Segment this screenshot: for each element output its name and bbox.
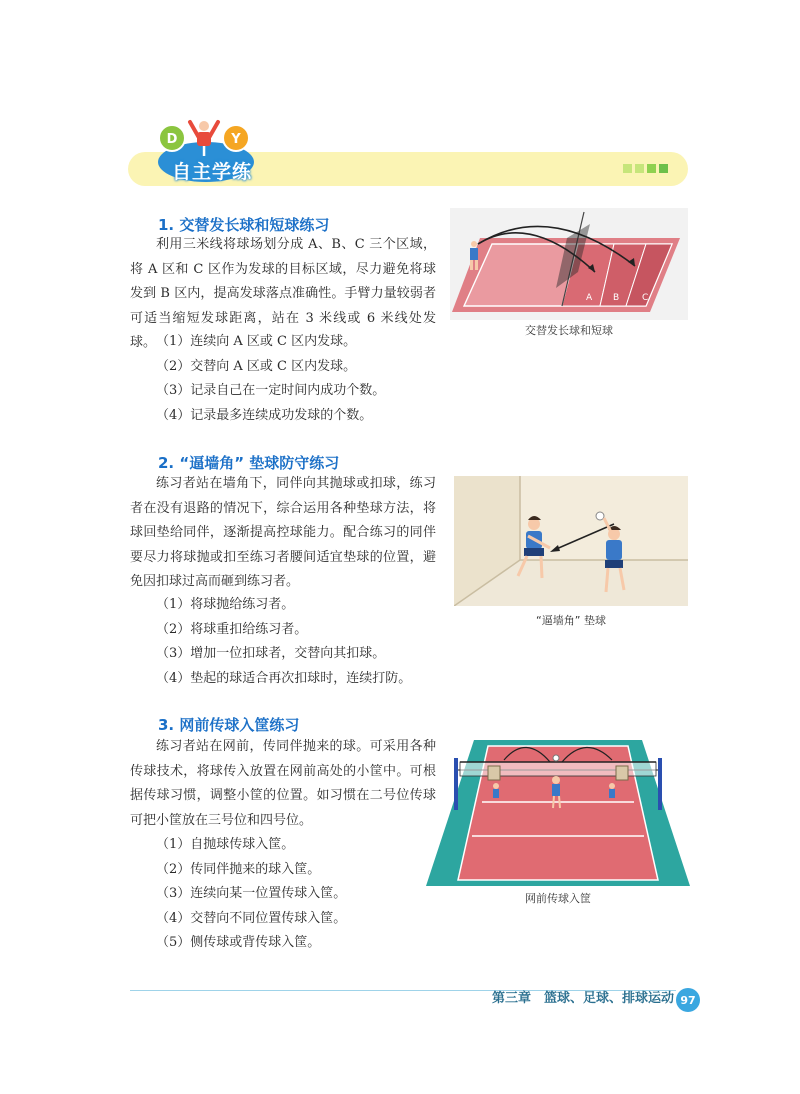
section-1-paragraph: 利用三米线将球场划分成 A、B、C 三个区域，将 A 区和 C 区作为发球的目标区域，尽力避免将球发到 B 区内，提高发球落点准确性。手臂力量较弱者可适当缩短发球距离，站在 3 米线或 6 米线处发球。 xyxy=(130,237,436,350)
section-3-title: 3. 网前传球入筐练习 xyxy=(158,716,300,734)
figure-3-caption: 网前传球入筐 xyxy=(525,892,591,905)
list-item: （1）将球抛给练习者。 xyxy=(156,597,295,612)
zone-label-a: A xyxy=(586,293,593,303)
banner-decoration xyxy=(623,164,668,173)
section-3-list xyxy=(156,833,346,956)
list-item: （4）记录最多连续成功发球的个数。 xyxy=(156,407,373,423)
list-item: （2）将球重扣给练习者。 xyxy=(156,621,308,637)
list-item: （1）自抛球传球入筐。 xyxy=(156,837,295,852)
badge-letter-d: D xyxy=(166,132,178,147)
page-heading: 自主学练 xyxy=(172,161,253,183)
list-item: （1）连续向 A 区或 C 区内发球。 xyxy=(156,334,357,349)
badge-letter-i: I xyxy=(201,145,207,160)
net-basket-figure xyxy=(426,740,690,886)
section-2-list xyxy=(156,593,411,691)
badge-letter-y: Y xyxy=(231,132,241,147)
page-number: 97 xyxy=(676,988,700,1012)
section-1-list xyxy=(156,330,385,428)
serve-court-figure xyxy=(450,208,688,320)
list-item: （4）交替向不同位置传球入筐。 xyxy=(156,910,347,926)
list-item: （4）垫起的球适合再次扣球时，连续打防。 xyxy=(156,670,412,686)
section-3-paragraph: 练习者站在网前，传同伴抛来的球。可采用各种传球技术，将球传入放置在网前高处的小筐中。可根据传球习惯，调整小筐的位置。如习惯在二号位传球可把小筐放在三号位和四号位。 xyxy=(130,739,436,828)
wall-corner-figure xyxy=(454,476,688,606)
section-2-paragraph: 练习者站在墙角下，同伴向其抛球或扣球，练习者在没有退路的情况下，综合运用各种垫球方法，将球回垫给同伴，逐渐提高控球能力。配合练习的同伴要尽力将球抛或扣至练习者腰间适宜垫球的位置，避免因扣球过高而砸到练习者。 xyxy=(130,476,436,589)
chapter-footer: 第三章 篮球、足球、排球运动 xyxy=(491,991,674,1006)
figure-2-caption: “逼墙角” 垫球 xyxy=(536,614,606,627)
zone-label-b: B xyxy=(613,293,620,303)
list-item: （2）传同伴抛来的球入筐。 xyxy=(156,861,321,877)
figure-1-caption: 交替发长球和短球 xyxy=(525,324,613,337)
section-2-title: 2. “逼墙角” 垫球防守练习 xyxy=(158,454,340,472)
list-item: （2）交替向 A 区或 C 区内发球。 xyxy=(156,358,357,374)
list-item: （3）记录自己在一定时间内成功个数。 xyxy=(156,383,386,398)
list-item: （3）连续向某一位置传球入筐。 xyxy=(156,886,347,901)
list-item: （3）增加一位扣球者，交替向其扣球。 xyxy=(156,646,386,661)
section-1-title: 1. 交替发长球和短球练习 xyxy=(158,216,330,234)
list-item: （5）侧传球或背传球入筐。 xyxy=(156,935,321,950)
zone-label-c: C xyxy=(642,293,649,303)
